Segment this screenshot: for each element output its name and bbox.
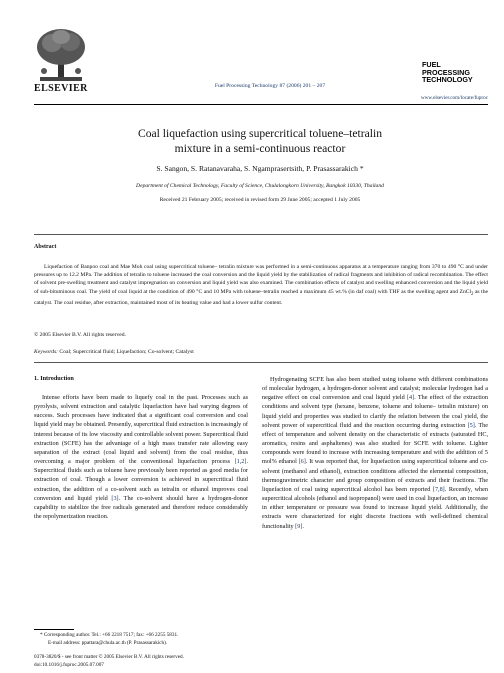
- right-column-text: [262, 375, 488, 531]
- abstract-text-part: as the catalyst. The coal residue, after extraction, maintained most of its heating value and had a lower sulfur content.: [34, 288, 488, 306]
- reference-link[interactable]: [4]: [406, 394, 415, 402]
- elsevier-tree-logo-icon: [34, 27, 88, 85]
- journal-citation: Fuel Processing Technology 87 (2006) 201 – 207: [214, 83, 326, 89]
- publisher-name: ELSEVIER: [34, 83, 88, 94]
- body-text: . It was reported that, for liquefaction using supercritical toluene and co-solvent (methanol and ethanol), extraction conditions affected the elemental composition, thermogravimetric character and group composition of extracts and their fractions. The liquefaction of coal using supercritical alcohol has been reported: [262, 458, 488, 493]
- keywords-list: Coal; Supercritical fluid; Liquefaction; Co-solvent; Catalyst: [58, 349, 194, 355]
- journal-logo-line: PROCESSING: [422, 67, 470, 77]
- issn-line: 0378-3820/$ - see front matter © 2005 Elsevier B.V. All rights reserved.: [34, 654, 184, 660]
- abstract-heading: Abstract: [34, 244, 57, 250]
- body-text: . The effect of temperature and solvent density on the characteristic of extracts (saturated HC, aromatics, resins and asphaltenes) was also studied for SCFE with toluene. Lighter compounds were found to increase with increasing temperature and with the addition of 5 mol% ethanol: [262, 421, 488, 466]
- section-heading: 1. Introduction: [34, 375, 74, 382]
- reference-link[interactable]: [1,2]: [234, 458, 247, 466]
- abstract-text-part: Liquefaction of Banpoo coal and Mae Moh coal using supercritical toluene– tetralin mixture was performed in a semi-continuous apparatus at a temperature ranging from 370 to 490 °C and under pressures up to 12.2 MPa. The addition of tetralin to toluene increased the coal conversion and the liquid yield by the stabilization of radical fragments and inhibition of radical recombination. The effect of solvent pre-swelling treatment and catalyst impregnation on conversion and liquid yield was also examined. The combination effects of catalyst and swelling enhanced conversion and the liquid yield of sub-bituminous coal. The yield of coal liquid at the condition of 490 °C and 10 MPa with toluene–tetralin reached a maximum 45 wt.% (in daf coal) with THF as the swelling agent and ZnCl: [34, 264, 488, 295]
- corresponding-author-footnote: * Corresponding author. Tel.: +66 2218 7517; fax: +66 2255 5831.: [40, 632, 179, 638]
- abstract-top-divider: [34, 234, 488, 235]
- affiliation: Department of Chemical Technology, Faculty of Science, Chulalongkorn University, Bangkok 10330, Thailand: [136, 183, 384, 189]
- subscript: 2: [471, 291, 474, 297]
- header-divider: [34, 104, 488, 105]
- title-line: mixture in a semi-continuous reactor: [174, 142, 346, 155]
- article-title: [40, 126, 480, 156]
- journal-logo-line: FUEL: [422, 60, 441, 69]
- reference-link[interactable]: [6]: [298, 458, 306, 466]
- reference-link[interactable]: [5]: [467, 421, 475, 429]
- body-text: . The co-solvent should have a hydrogen-donor capability to stabilize the free radicals generated and therefore reduce considerably the repolymerization reaction.: [34, 494, 248, 521]
- body-text: . Recently, when supercritical alcohols (ethanol and isopropanol) were used in coal liquefaction, an increase in either temperature or pressure was found to increase liquid yield. Additionally, the extracts were characterized for eight discrete fractions with well-defined chemical functionality: [262, 485, 488, 530]
- footnote-divider: [34, 629, 74, 630]
- author-list: S. Sangon, S. Ratanavaraha, S. Ngamprasertsith, P. Prasassarakich *: [156, 164, 364, 173]
- abstract-text: [34, 263, 488, 307]
- body-text: Hydrogenating SCFE has also been studied using toluene with different combinations of molecular hydrogen, a hydrogen-donor solvent and catalyst; molecular hydrogen had a negative effect on coal conversion and coal liquid yield: [262, 376, 488, 402]
- abstract-copyright: © 2005 Elsevier B.V. All rights reserved.: [34, 332, 126, 338]
- journal-logo-line: TECHNOLOGY: [422, 75, 473, 84]
- body-text: .: [302, 522, 304, 530]
- abstract-bottom-divider: [34, 362, 488, 363]
- doi-link[interactable]: doi:10.1016/j.fuproc.2005.07.007: [34, 662, 104, 668]
- reference-link[interactable]: [3]: [111, 494, 119, 502]
- email-footnote[interactable]: E-mail address: ppattara@chula.ac.th (P. Prasassarakich).: [48, 640, 168, 646]
- received-dates: Received 21 February 2005; received in revised form 29 June 2005; accepted 1 July 2005: [159, 197, 361, 203]
- keywords: [34, 349, 194, 355]
- reference-link[interactable]: [9]: [295, 522, 303, 530]
- body-text: Intense efforts have been made to liquefy coal in the past. Processes such as pyrolysis, solvent extraction and catalytic liquefaction have had varying degrees of success. Such processes have indicated that a significant coal conversion and coal liquid yield may be obtained. Presently, supercritical fluid extraction is increasingly of interest because of its low viscosity and controllable solvent power. Supercritical fluid extraction (SCFE) has the advantage of a high mass transfer rate allowing easy separation of the extract (coal liquid and solvent) from the coal residue, thus overcoming a major problem of the conventional liquefaction process: [34, 394, 248, 466]
- journal-logo: [422, 61, 484, 84]
- reference-link[interactable]: [7,8]: [432, 485, 445, 493]
- body-text: . The effect of the extraction conditions and solvent type (hexane, benzene, toluene and toluene– tetralin mixture) on liquid yield and properties was studied to clarify the relation between the coal yield, the solvent power of supercritical fluid and the reaction occurring during extraction: [262, 394, 488, 429]
- body-text: . Supercritical fluids such as toluene have previously been reported as good media for extraction of coal. Though a lower conversion is achieved in supercritical fluid extraction, the addition of a co-solvent such as tetralin or ethanol improves coal conversion and liquid yield: [34, 458, 248, 502]
- left-column-text: [34, 393, 248, 521]
- journal-url-link[interactable]: www.elsevier.com/locate/fuproc: [420, 95, 488, 101]
- title-line: Coal liquefaction using supercritical toluene–tetralin: [137, 127, 383, 140]
- keywords-label: Keywords:: [34, 349, 59, 355]
